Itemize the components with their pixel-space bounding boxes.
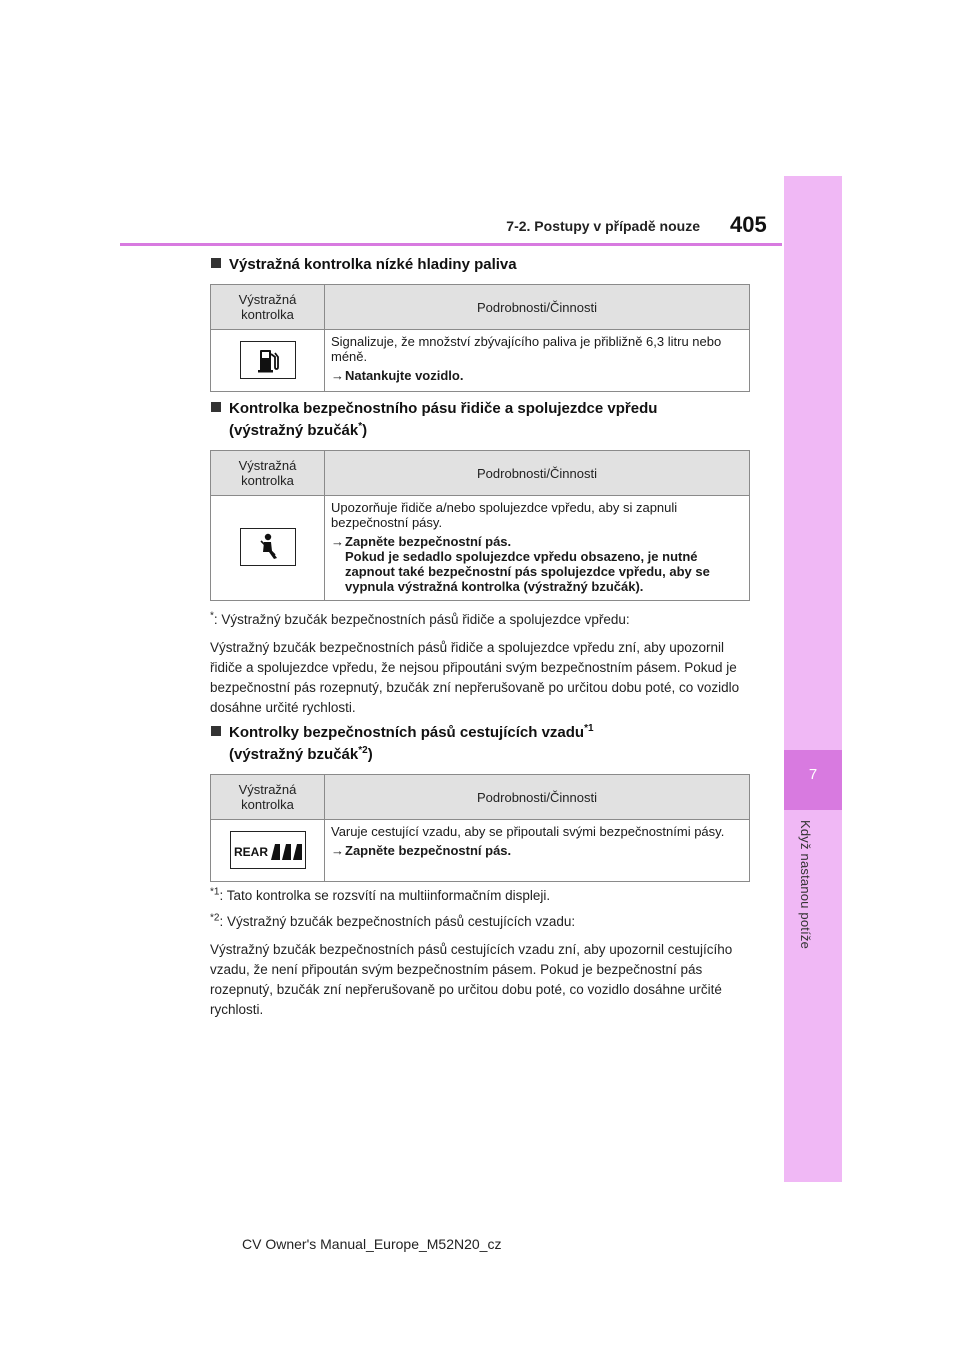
rear-seatbelt-description: Varuje cestující vzadu, aby se připoutali svými bezpečnostními pásy.	[331, 824, 725, 839]
header-divider	[120, 243, 782, 246]
rear-seatbelt-action: Zapněte bezpečnostní pás.	[345, 843, 512, 858]
table-header-indicator: Výstražná kontrolka	[211, 451, 325, 496]
front-seatbelt-action-extra: Pokud je sedadlo spolujezdce vpředu obsazeno, je nutné zapnout také bezpečnostní pás spolujezdce vpředu, aby se vypnula výstražná kontrolka (výstražný bzučák).	[345, 549, 710, 594]
arrow-icon: →	[331, 368, 344, 383]
paragraph-front-buzzer: Výstražný bzučák bezpečnostních pásů řidiče a spolujezdce vpředu zní, aby upozornil řidiče a spolujezdce vpředu, že nejsou připoutáni svým bezpečnostním pásem. Pokud je bezpečnostní pás rozepnutý, bzučák zní nepřerušovaně po určitou dobu poté, co vozidlo dosáhne určité rychlosti.	[210, 640, 740, 715]
footer-manual-id: CV Owner's Manual_Europe_M52N20_cz	[242, 1236, 502, 1252]
table-header-details: Podrobnosti/Činnosti	[325, 775, 750, 820]
table-header-details: Podrobnosti/Činnosti	[325, 285, 750, 330]
fuel-warning-table	[210, 284, 750, 392]
paragraph-rear-buzzer: Výstražný bzučák bezpečnostních pásů cestujících vzadu zní, aby upozornil cestujícího vzadu, že není připoután svým bezpečnostním pásem. Pokud je bezpečnostní pás rozepnutý, bzučák zní nepřerušovaně po určitou dobu poté, co vozidlo dosáhne určité rychlosti.	[210, 942, 733, 1017]
section-title: 7-2. Postupy v případě nouze	[506, 218, 700, 234]
footnote-front: *: Výstražný bzučák bezpečnostních pásů řidiče a spolujezdce vpředu:	[210, 610, 630, 627]
fuel-description: Signalizuje, že množství zbývajícího paliva je přibližně 6,3 litru nebo méně.	[331, 334, 722, 364]
fuel-pump-icon	[240, 341, 296, 379]
seatbelt-icon	[240, 528, 296, 566]
rear-seatbelt-table	[210, 774, 750, 882]
chapter-number-tab[interactable]: 7	[784, 750, 842, 810]
section-heading-rear-seatbelt: Kontrolky bezpečnostních pásů cestujících vzadu$^{*1}$ (výstražný bzučák$^{*2}$)	[211, 722, 594, 766]
table-header-indicator: Výstražná kontrolka	[211, 285, 325, 330]
front-seatbelt-action: Zapněte bezpečnostní pás.	[345, 534, 512, 549]
square-bullet-icon	[211, 726, 221, 736]
square-bullet-icon	[211, 402, 221, 412]
footnote-rear-1: $^{*1}$: Tato kontrolka se rozsvítí na multiinformačním displeji.	[210, 886, 551, 903]
table-header-indicator: Výstražná kontrolka	[211, 775, 325, 820]
chapter-title-vertical: Když nastanou potíže	[798, 820, 813, 950]
square-bullet-icon	[211, 258, 221, 268]
front-seatbelt-description: Upozorňuje řidiče a/nebo spolujezdce vpředu, aby si zapnuli bezpečnostní pásy.	[331, 500, 678, 530]
arrow-icon: →	[331, 534, 344, 549]
fuel-action: Natankujte vozidlo.	[345, 368, 464, 383]
footnote-rear-2: $^{*2}$: Výstražný bzučák bezpečnostních pásů cestujících vzadu:	[210, 912, 576, 929]
chapter-sidebar	[784, 176, 842, 1182]
rear-icon-label: REAR	[233, 844, 268, 859]
section-heading-fuel: Výstražná kontrolka nízké hladiny paliva	[211, 254, 517, 276]
page-number: 405	[730, 212, 767, 237]
table-header-details: Podrobnosti/Činnosti	[325, 451, 750, 496]
front-seatbelt-table	[210, 450, 750, 601]
rear-seatbelt-icon	[230, 831, 306, 869]
arrow-icon: →	[331, 843, 344, 858]
section-heading-front-seatbelt: Kontrolka bezpečnostního pásu řidiče a spolujezdce vpředu (výstražný bzučák*)	[211, 398, 657, 442]
